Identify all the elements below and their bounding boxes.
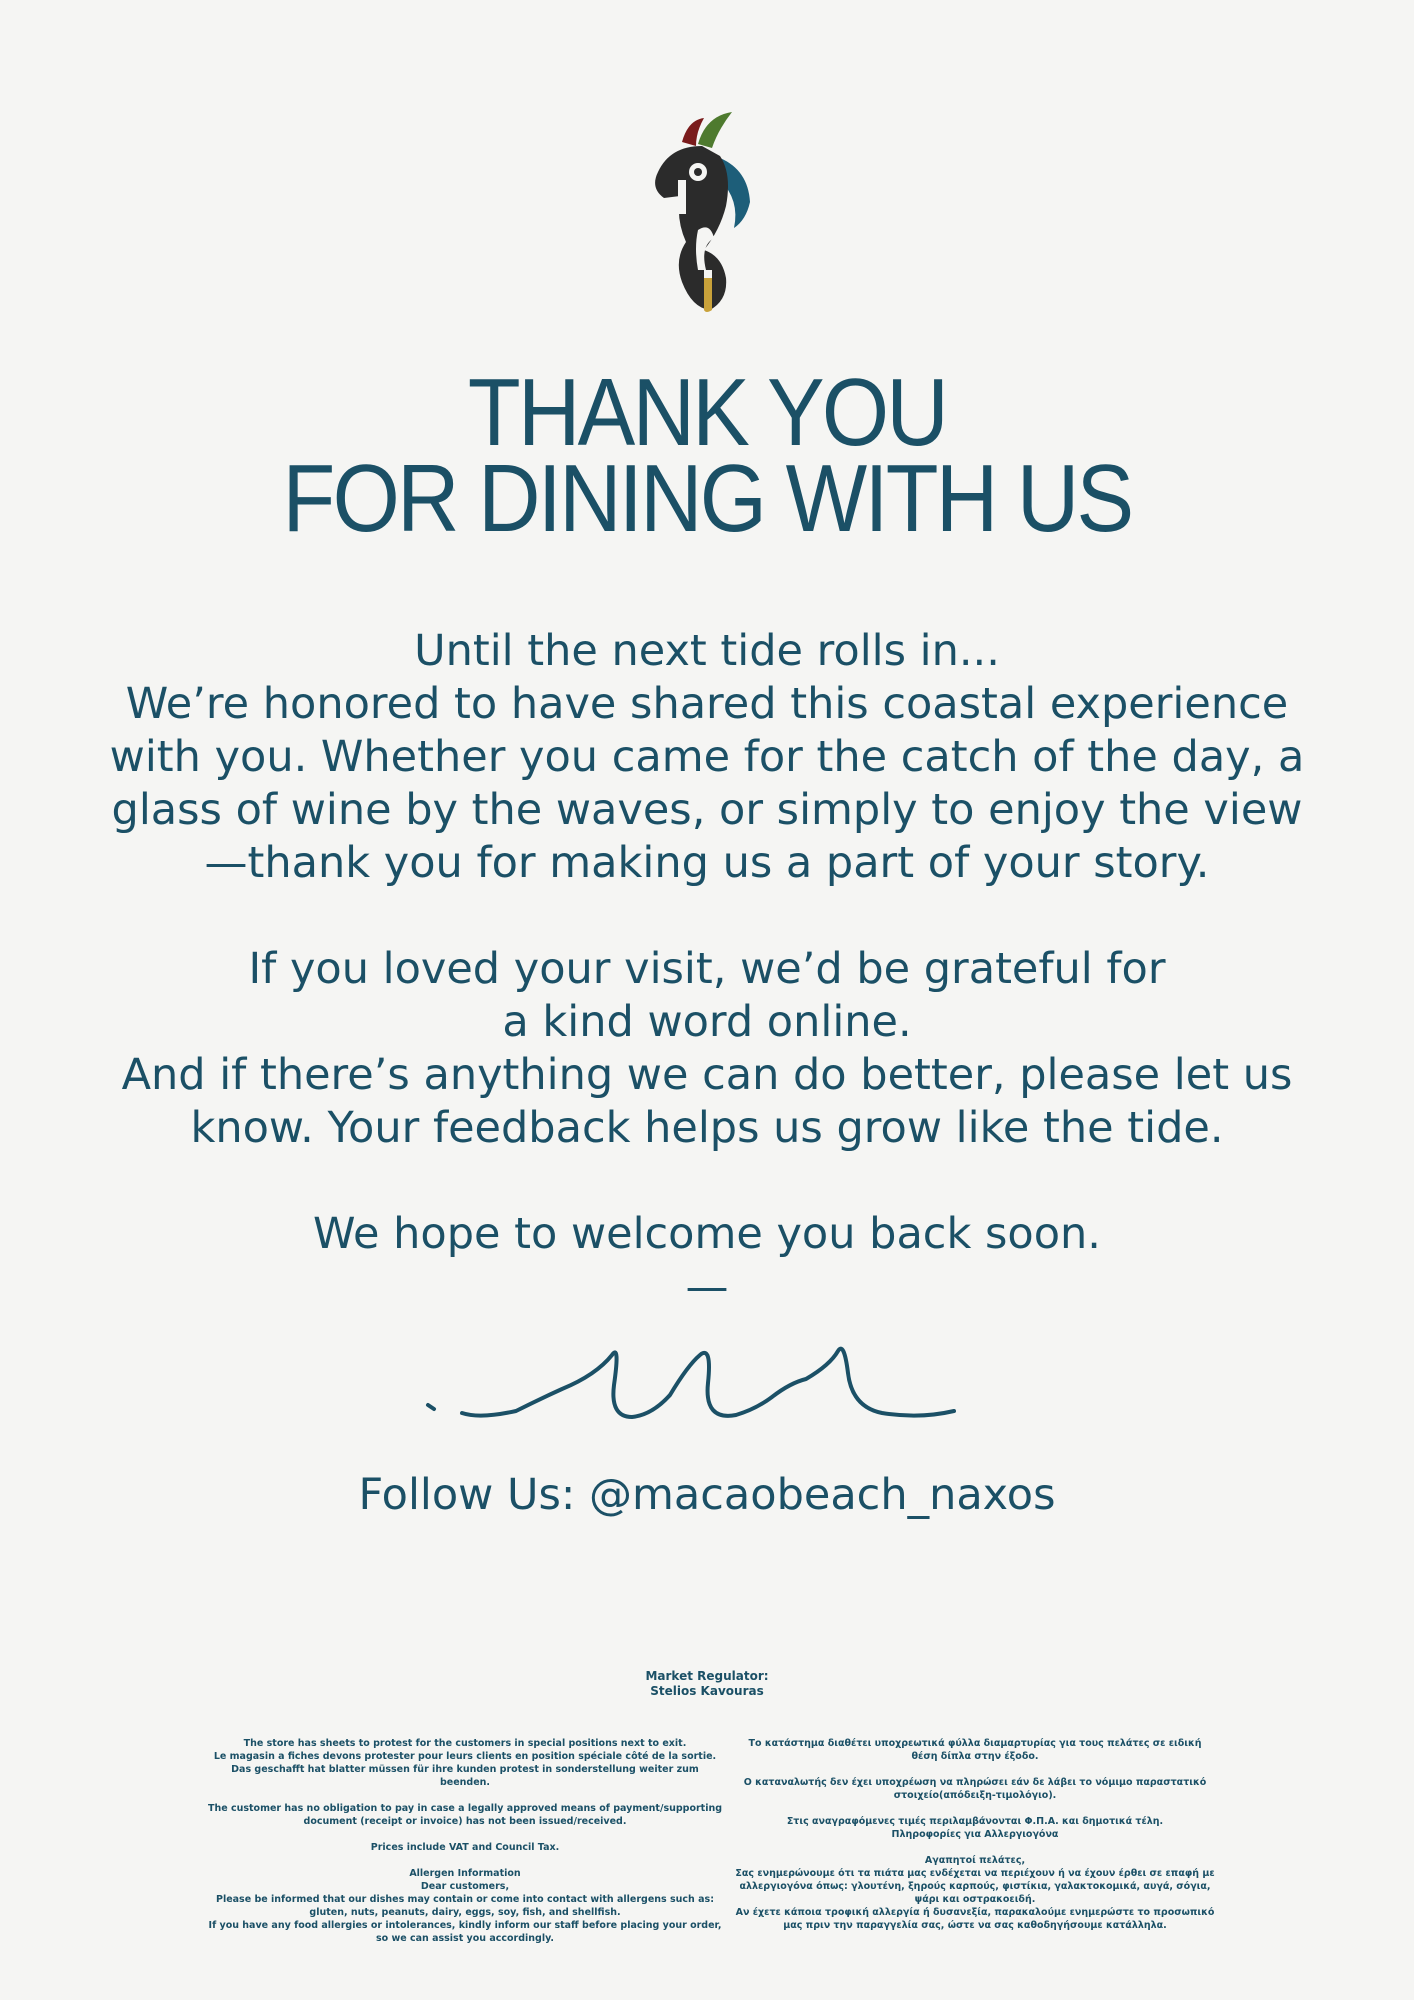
message-line: If you loved your visit, we’d be grateful for (248, 944, 1166, 994)
page-title (71, 359, 1344, 552)
fine-line: Πληροφορίες για Αλλεργιογόνα (891, 1829, 1059, 1840)
fine-line: Le magasin a fiches devons protester pour leurs clients en position spéciale côté de la sortie. (213, 1751, 717, 1762)
message-line: with you. Whether you came for the catch of the day, a (109, 732, 1305, 782)
regulator-label: Market Regulator: (645, 1669, 769, 1683)
fine-line: Σας ενημερώνουμε ότι τα πιάτα μας ενδέχεται να περιέχουν ή να έχουν έρθει σε επαφή με αλλεργιογόνα όπως: γλουτένη, ξηρούς καρπούς, φιστίκια, γαλακτοκομικά, αυγά, σόγια, ψάρι και οστρακοειδή. (735, 1868, 1215, 1905)
fine-line: Dear customers, (420, 1881, 510, 1892)
fine-line: Αν έχετε κάποια τροφική αλλεργία ή δυσανεξία, παρακαλούμε ενημερώστε το προσωπικό μας πριν την παραγγελία σας, ώστε να σας καθοδηγήσουμε κατάλληλα. (735, 1907, 1215, 1931)
fine-line: Allergen Information (409, 1868, 521, 1879)
message-line: a kind word online. (502, 997, 912, 1047)
message-line: We hope to welcome you back soon. (313, 1209, 1101, 1259)
fine-line: The store has sheets to protest for the customers in special positions next to exit. (243, 1738, 687, 1749)
parrot-logo-icon (640, 110, 770, 320)
message-line: glass of wine by the waves, or simply to enjoy the view (111, 785, 1303, 835)
wave-icon (420, 1345, 990, 1425)
fine-line: Ο καταναλωτής δεν έχει υποχρέωση να πληρώσει εάν δε λάβει το νόμιμο παραστατικό στοιχείο(απόδειξη-τιμολόγιο). (743, 1777, 1207, 1801)
fine-line: Prices include VAT and Council Tax. (370, 1842, 560, 1853)
legal-notice-greek (735, 1737, 1215, 1932)
fine-line: Please be informed that our dishes may contain or come into contact with allergens such as: gluten, nuts, peanuts, dairy, eggs, soy, fish, and shellfish. (215, 1894, 714, 1918)
follow-us-handle: Follow Us: @macaobeach_naxos (358, 1470, 1056, 1520)
em-dash: — (685, 1262, 729, 1312)
regulator-name: Stelios Kavouras (650, 1684, 764, 1698)
fine-line: Das geschafft hat blatter müssen für ihre kunden protest in sonderstellung weiter zum beenden. (231, 1764, 699, 1788)
fine-line: Στις αναγραφόμενες τιμές περιλαμβάνονται Φ.Π.Α. και δημοτικά τέλη. (786, 1816, 1164, 1827)
thank-you-message (60, 625, 1354, 1314)
fine-line: Αγαπητοί πελάτες, (924, 1855, 1026, 1866)
fine-line: The customer has no obligation to pay in case a legally approved means of payment/supporting document (receipt or invoice) has not been issued/received. (207, 1803, 723, 1827)
fine-line: Το κατάστημα διαθέτει υποχρεωτικά φύλλα διαμαρτυρίας για τους πελάτες σε ειδική θέση δίπλα στην έξοδο. (748, 1738, 1202, 1762)
market-regulator (0, 1669, 1414, 1699)
legal-notice-english (205, 1737, 725, 1945)
title-line-2: FOR DINING WITH US (282, 445, 1132, 552)
fine-line: If you have any food allergies or intolerances, kindly inform our staff before placing your order, so we can assist you accordingly. (208, 1920, 722, 1944)
message-line: Until the next tide rolls in... (414, 626, 1000, 676)
message-line: And if there’s anything we can do better, please let us (121, 1050, 1293, 1100)
message-line: —thank you for making us a part of your story. (204, 838, 1210, 888)
title-line-1: THANK YOU (467, 359, 947, 466)
message-line: know. Your feedback helps us grow like the tide. (190, 1103, 1224, 1153)
message-line: We’re honored to have shared this coastal experience (125, 679, 1289, 729)
